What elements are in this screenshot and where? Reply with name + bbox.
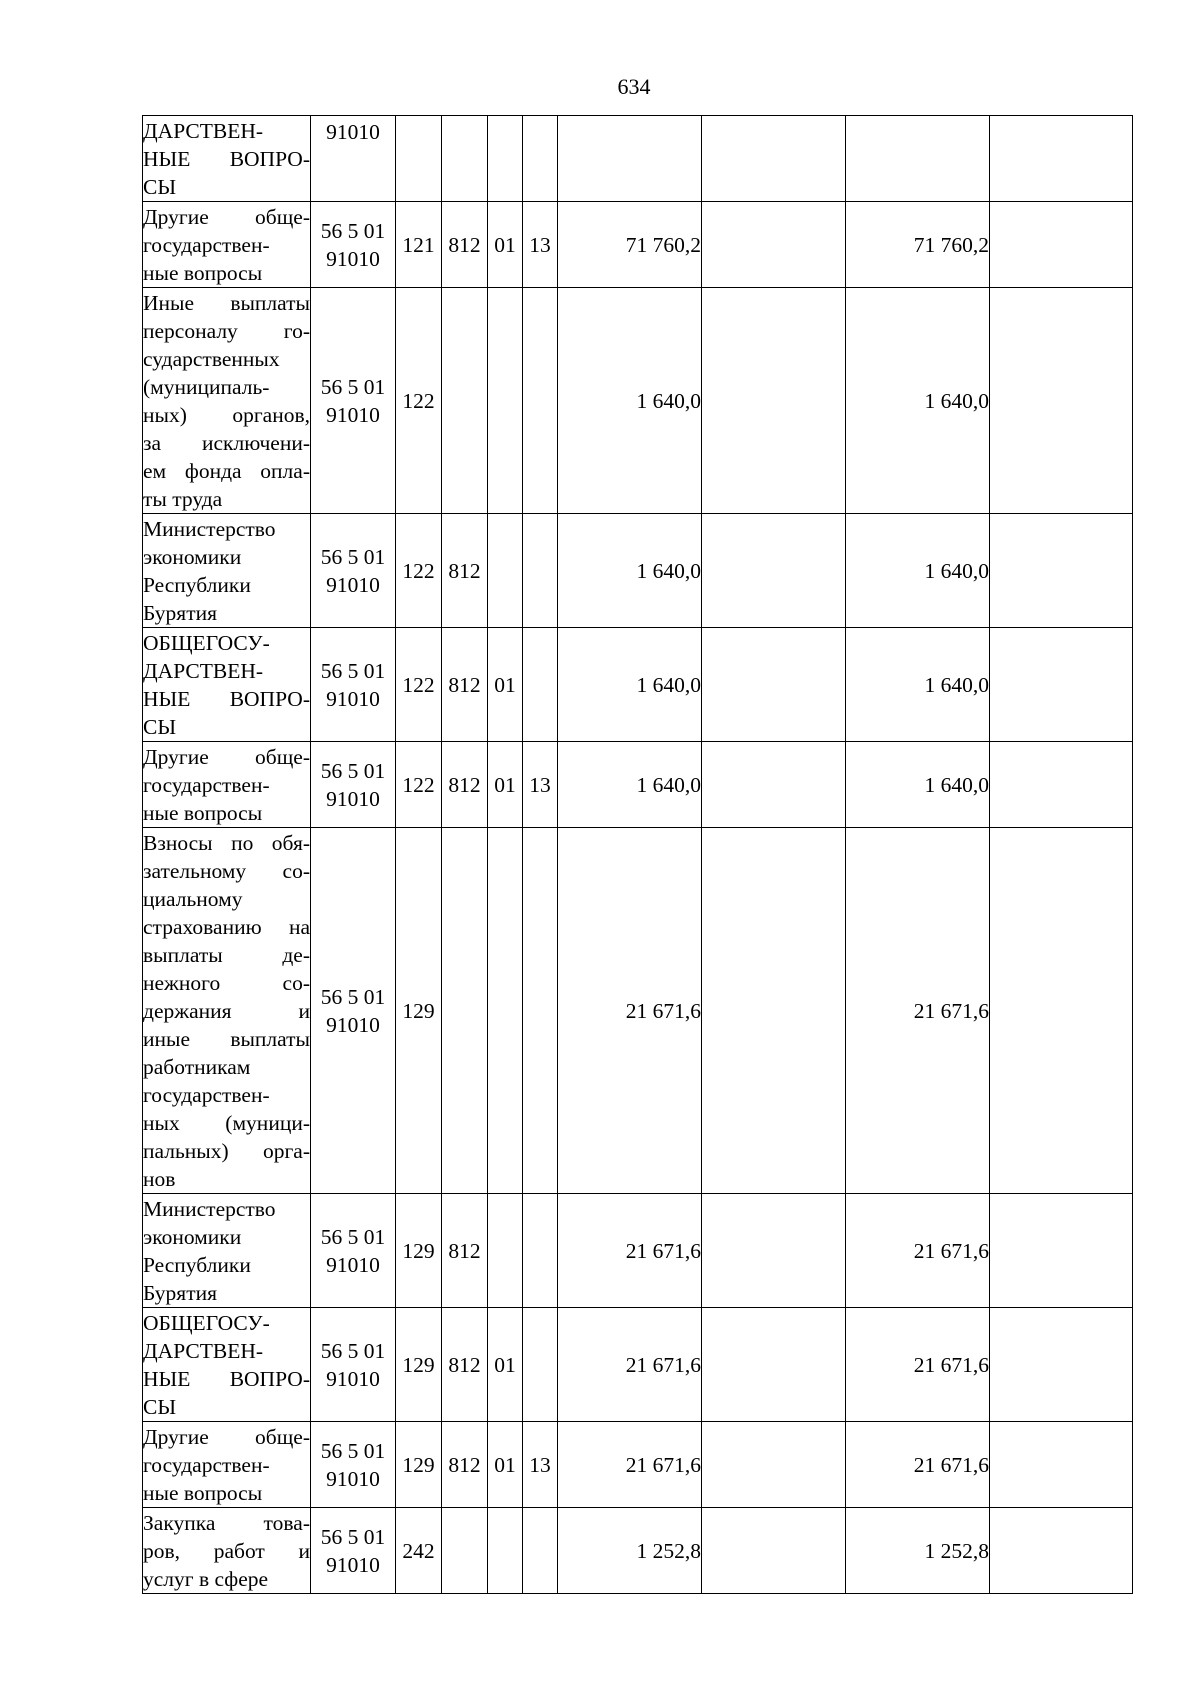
name-line: ДАРСТВЕН-: [143, 1338, 264, 1363]
cell-amount: 21 671,6: [558, 1422, 702, 1508]
cell-target-article: [311, 828, 396, 1194]
cell-target-article: [311, 628, 396, 742]
cell-subsection: [523, 288, 558, 514]
table-row: [143, 1508, 1133, 1594]
cell-section: [488, 514, 523, 628]
cell-name: [143, 1422, 311, 1508]
name-line: Бурятия: [143, 600, 217, 625]
code-line: 91010: [326, 786, 380, 811]
name-line: Министерство: [143, 1196, 276, 1221]
cell-target-article: [311, 1194, 396, 1308]
code-line: 91010: [326, 1466, 380, 1491]
name-line: Республики: [143, 1252, 251, 1277]
name-line: ДАРСТВЕН-: [143, 658, 264, 683]
name-line: государствен-: [143, 1452, 270, 1477]
cell-target-article: [311, 1508, 396, 1594]
cell-section: 01: [488, 202, 523, 288]
cell-subsection: [523, 628, 558, 742]
cell-amount-total: 21 671,6: [846, 1422, 990, 1508]
cell-empty: [990, 1194, 1133, 1308]
name-line: услуг в сфере: [143, 1566, 269, 1591]
cell-empty: [702, 288, 846, 514]
cell-expense-type: 129: [396, 1308, 442, 1422]
cell-expense-type: [396, 116, 442, 202]
name-line: ем фонда опла-: [143, 458, 310, 483]
code-line: 91010: [326, 246, 380, 271]
cell-expense-type: 122: [396, 628, 442, 742]
cell-expense-type: 129: [396, 828, 442, 1194]
cell-empty: [702, 1308, 846, 1422]
cell-amount-total: 1 640,0: [846, 742, 990, 828]
cell-amount-total: 21 671,6: [846, 1194, 990, 1308]
cell-empty: [702, 828, 846, 1194]
cell-section: [488, 1508, 523, 1594]
cell-empty: [702, 202, 846, 288]
cell-subsection: [523, 1508, 558, 1594]
cell-ministry: 812: [442, 514, 488, 628]
cell-name: [143, 288, 311, 514]
cell-expense-type: 122: [396, 514, 442, 628]
name-line: Другие обще-: [143, 744, 310, 769]
cell-empty: [702, 514, 846, 628]
code-line: 56 5 01: [320, 1438, 386, 1463]
cell-empty: [702, 742, 846, 828]
cell-name: [143, 116, 311, 202]
cell-subsection: 13: [523, 202, 558, 288]
table-row: [143, 628, 1133, 742]
name-line: нов: [143, 1166, 176, 1191]
table-body: [143, 116, 1133, 1594]
name-line: ных (муници-: [143, 1110, 310, 1135]
cell-empty: [990, 514, 1133, 628]
cell-expense-type: 129: [396, 1422, 442, 1508]
cell-empty: [990, 742, 1133, 828]
cell-ministry: 812: [442, 1422, 488, 1508]
cell-subsection: [523, 514, 558, 628]
name-line: экономики: [143, 1224, 242, 1249]
cell-ministry: 812: [442, 628, 488, 742]
cell-empty: [702, 628, 846, 742]
cell-subsection: [523, 1308, 558, 1422]
cell-section: 01: [488, 742, 523, 828]
cell-empty: [702, 1194, 846, 1308]
code-line: 56 5 01: [320, 658, 386, 683]
name-line: работникам: [143, 1054, 251, 1079]
cell-section: [488, 116, 523, 202]
table-row: [143, 116, 1133, 202]
name-line: ные вопросы: [143, 260, 263, 285]
cell-ministry: [442, 1508, 488, 1594]
name-line: экономики: [143, 544, 242, 569]
cell-name: [143, 1194, 311, 1308]
table-row: [143, 1194, 1133, 1308]
cell-name: [143, 1308, 311, 1422]
name-line: ров, работ и: [143, 1538, 310, 1563]
name-line: НЫЕ ВОПРО-: [143, 686, 310, 711]
name-line: циальному: [143, 886, 243, 911]
name-line: НЫЕ ВОПРО-: [143, 146, 310, 171]
name-line: государствен-: [143, 1082, 270, 1107]
cell-amount-total: 1 640,0: [846, 628, 990, 742]
name-line: ты труда: [143, 486, 223, 511]
name-line: за исключени-: [143, 430, 310, 455]
cell-empty: [990, 628, 1133, 742]
code-line: 56 5 01: [320, 1338, 386, 1363]
cell-target-article: [311, 202, 396, 288]
code-line: 56 5 01: [320, 374, 386, 399]
cell-target-article: [311, 116, 396, 202]
code-line: 56 5 01: [320, 758, 386, 783]
table-row: [143, 742, 1133, 828]
cell-amount: [558, 116, 702, 202]
cell-name: [143, 628, 311, 742]
cell-expense-type: 242: [396, 1508, 442, 1594]
name-line: Министерство: [143, 516, 276, 541]
cell-ministry: [442, 828, 488, 1194]
cell-amount-total: 1 640,0: [846, 288, 990, 514]
cell-name: [143, 1508, 311, 1594]
cell-amount: 1 640,0: [558, 628, 702, 742]
name-line: Республики: [143, 572, 251, 597]
cell-target-article: [311, 1308, 396, 1422]
name-line: СЫ: [143, 1394, 177, 1419]
cell-amount: 71 760,2: [558, 202, 702, 288]
cell-amount: 21 671,6: [558, 1194, 702, 1308]
cell-amount: 1 640,0: [558, 514, 702, 628]
name-line: Закупка това-: [143, 1510, 310, 1535]
code-line: 91010: [326, 402, 380, 427]
cell-section: 01: [488, 628, 523, 742]
code-line: 56 5 01: [320, 544, 386, 569]
cell-subsection: [523, 828, 558, 1194]
cell-ministry: [442, 288, 488, 514]
cell-target-article: [311, 742, 396, 828]
cell-empty: [990, 1308, 1133, 1422]
name-line: Другие обще-: [143, 1424, 310, 1449]
cell-expense-type: 121: [396, 202, 442, 288]
name-line: нежного со-: [143, 970, 310, 995]
cell-section: [488, 1194, 523, 1308]
cell-section: 01: [488, 1422, 523, 1508]
code-line: 91010: [326, 572, 380, 597]
cell-amount-total: 1 640,0: [846, 514, 990, 628]
code-line: 56 5 01: [320, 1224, 386, 1249]
table-row: [143, 1308, 1133, 1422]
cell-amount: 1 252,8: [558, 1508, 702, 1594]
name-line: государствен-: [143, 772, 270, 797]
cell-amount: 21 671,6: [558, 1308, 702, 1422]
cell-subsection: [523, 1194, 558, 1308]
cell-empty: [990, 1508, 1133, 1594]
name-line: Бурятия: [143, 1280, 217, 1305]
name-line: ные вопросы: [143, 800, 263, 825]
cell-amount-total: 71 760,2: [846, 202, 990, 288]
cell-target-article: [311, 514, 396, 628]
cell-section: [488, 288, 523, 514]
table-row: [143, 1422, 1133, 1508]
name-line: СЫ: [143, 174, 177, 199]
cell-amount: 21 671,6: [558, 828, 702, 1194]
name-line: (муниципаль-: [143, 374, 270, 399]
cell-amount-total: 21 671,6: [846, 1308, 990, 1422]
cell-empty: [990, 202, 1133, 288]
name-line: ных) органов,: [143, 402, 310, 427]
code-line: 91010: [326, 1552, 380, 1577]
name-line: пальных) орга-: [143, 1138, 310, 1163]
cell-empty: [990, 116, 1133, 202]
cell-amount-total: [846, 116, 990, 202]
cell-target-article: [311, 1422, 396, 1508]
cell-subsection: [523, 116, 558, 202]
name-line: сударственных: [143, 346, 280, 371]
code-line: 56 5 01: [320, 218, 386, 243]
cell-target-article: [311, 288, 396, 514]
budget-table: [142, 115, 1133, 1594]
name-line: персоналу го-: [143, 318, 310, 343]
name-line: ные вопросы: [143, 1480, 263, 1505]
cell-subsection: 13: [523, 1422, 558, 1508]
cell-name: [143, 202, 311, 288]
code-line: 56 5 01: [320, 984, 386, 1009]
cell-name: [143, 514, 311, 628]
cell-ministry: 812: [442, 1308, 488, 1422]
cell-empty: [990, 828, 1133, 1194]
cell-subsection: 13: [523, 742, 558, 828]
code-line: 91010: [326, 686, 380, 711]
code-line: 91010: [326, 1252, 380, 1277]
cell-empty: [990, 1422, 1133, 1508]
name-line: выплаты де-: [143, 942, 310, 967]
cell-ministry: [442, 116, 488, 202]
cell-expense-type: 129: [396, 1194, 442, 1308]
name-line: иные выплаты: [143, 1026, 310, 1051]
table-row: [143, 202, 1133, 288]
name-line: ОБЩЕГОСУ-: [143, 1310, 270, 1335]
name-line: СЫ: [143, 714, 177, 739]
cell-amount-total: 21 671,6: [846, 828, 990, 1194]
code-line: 91010: [326, 120, 380, 144]
code-line: 56 5 01: [320, 1524, 386, 1549]
cell-amount: 1 640,0: [558, 288, 702, 514]
cell-section: 01: [488, 1308, 523, 1422]
table-row: [143, 514, 1133, 628]
cell-expense-type: 122: [396, 742, 442, 828]
cell-name: [143, 828, 311, 1194]
table-row: [143, 288, 1133, 514]
cell-amount-total: 1 252,8: [846, 1508, 990, 1594]
cell-ministry: 812: [442, 742, 488, 828]
cell-empty: [702, 116, 846, 202]
name-line: НЫЕ ВОПРО-: [143, 1366, 310, 1391]
name-line: ОБЩЕГОСУ-: [143, 630, 270, 655]
cell-section: [488, 828, 523, 1194]
table-row: [143, 828, 1133, 1194]
cell-ministry: 812: [442, 1194, 488, 1308]
cell-empty: [702, 1508, 846, 1594]
name-line: Иные выплаты: [143, 290, 310, 315]
name-line: государствен-: [143, 232, 270, 257]
cell-expense-type: 122: [396, 288, 442, 514]
cell-ministry: 812: [442, 202, 488, 288]
page-number: 634: [617, 74, 651, 99]
cell-name: [143, 742, 311, 828]
name-line: Другие обще-: [143, 204, 310, 229]
name-line: страхованию на: [143, 914, 310, 939]
cell-empty: [702, 1422, 846, 1508]
cell-empty: [990, 288, 1133, 514]
name-line: держания и: [143, 998, 310, 1023]
cell-amount: 1 640,0: [558, 742, 702, 828]
code-line: 91010: [326, 1012, 380, 1037]
name-line: Взносы по обя-: [143, 830, 310, 855]
name-line: ДАРСТВЕН-: [143, 118, 264, 143]
code-line: 91010: [326, 1366, 380, 1391]
name-line: зательному со-: [143, 858, 310, 883]
